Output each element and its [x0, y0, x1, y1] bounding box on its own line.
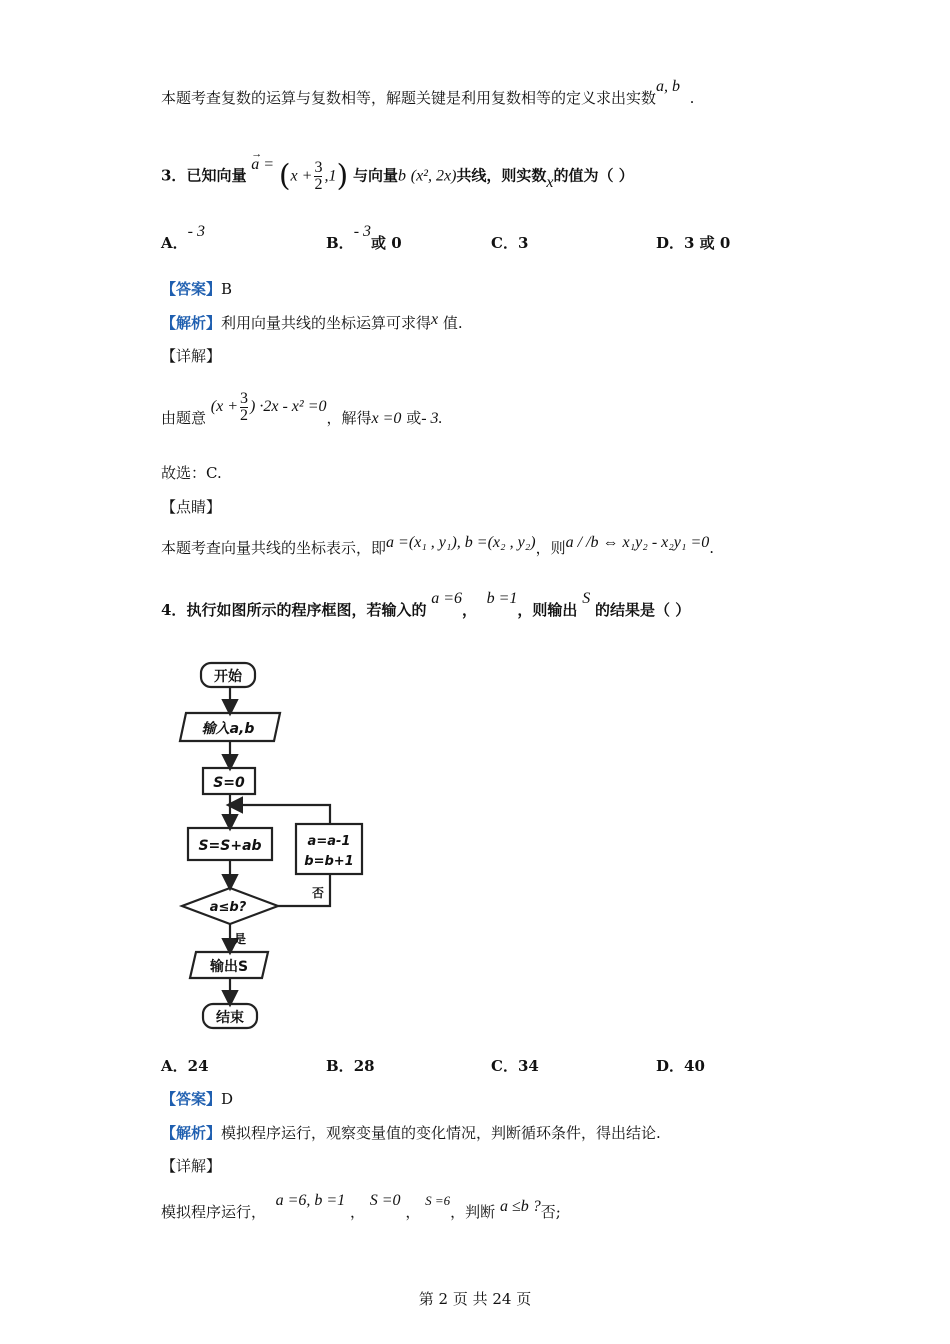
- q4-stem-a: 执行如图所示的程序框图，若输入的: [186, 601, 427, 619]
- page-footer: 第 2 页 共 24 页: [418, 1290, 532, 1308]
- flow-update-label-1: a=a-1: [307, 834, 351, 849]
- intro-line: [161, 78, 695, 109]
- q4-sim-3: S =6: [425, 1193, 451, 1208]
- analysis-tag: 【解析】: [161, 1124, 222, 1142]
- q4-cond-a: a =6: [431, 590, 463, 607]
- answer-tag: 【答案】: [161, 280, 222, 298]
- q4-option-d: D．40: [656, 1057, 705, 1075]
- q3-solution-2: - 3.: [421, 410, 443, 428]
- intro-end: .: [689, 89, 695, 107]
- q4-simulation-line: [161, 1192, 561, 1223]
- flow-end-label: 结束: [216, 1010, 244, 1026]
- q3-analysis: 利用向量共线的坐标运算可求得: [221, 314, 432, 332]
- flow-assign-label: S=S+ab: [198, 838, 262, 854]
- q3-stem-a: 已知向量: [186, 166, 247, 185]
- q3-stem-b: 与向量: [352, 166, 398, 185]
- fraction-3-2: $\frac{3}{2}$: [314, 159, 323, 193]
- vec-a-expr-right: ,1: [324, 167, 337, 185]
- q3-note-pre: 本题考查向量共线的坐标表示，即: [161, 539, 387, 557]
- q3-analysis-var: x: [431, 311, 439, 328]
- q4-sim-2: S =0: [369, 1192, 401, 1209]
- q3-var-x: x: [546, 173, 554, 191]
- q3-solution: x =0: [371, 410, 402, 428]
- q3-analysis-end: 值.: [442, 314, 463, 332]
- q4-answer-line: [161, 1089, 233, 1109]
- flow-no-label: 否: [311, 886, 325, 900]
- vec-b-expr: (x², 2x): [410, 167, 457, 185]
- q3-option-d: D．3 或 0: [656, 234, 731, 252]
- vector-a: → a =: [251, 147, 275, 173]
- intro-vars: a, b: [656, 78, 681, 95]
- q3-note-line: [161, 534, 715, 559]
- q3-stem-d: 的值为（ ）: [553, 166, 634, 185]
- flow-yes-label: 是: [233, 932, 247, 946]
- q3-option-b: B．- 3或 0: [326, 223, 402, 252]
- vec-a-expr-left: x +: [290, 167, 313, 185]
- q3-stem-c: 共线，则实数: [456, 166, 547, 185]
- program-flowchart: [170, 655, 370, 1030]
- q4-analysis: 模拟程序运行，观察变量值的变化情况，判断循环条件，得出结论.: [221, 1124, 661, 1142]
- q3-detail-equation: (x + $\frac{3}{2}$ ) ·2x - x² =0: [210, 390, 327, 424]
- q3-number: 3．: [161, 166, 187, 185]
- q4-detail-tag: 【详解】: [161, 1157, 222, 1175]
- q3-detail-or: 或: [406, 409, 422, 428]
- q4-number: 4．: [161, 601, 187, 619]
- q4-sep: ，: [462, 601, 478, 619]
- q4-option-a: A．24: [161, 1057, 209, 1075]
- q4-answer: D: [221, 1090, 234, 1108]
- q4-sim-4: a ≤b ?: [499, 1198, 541, 1215]
- q4-stem-c: 的结果是（ ）: [594, 601, 691, 619]
- q3-detail-tag: 【详解】: [161, 347, 222, 365]
- q3-stem: [161, 147, 634, 194]
- q3-note-formula: a =(x₁ , y₁), b =(x₂ , y₂): [386, 534, 536, 551]
- intro-text: 本题考查复数的运算与复数相等，解题关键是利用复数相等的定义求出实数: [161, 89, 657, 107]
- q4-sim-mid: ，判断: [450, 1203, 496, 1221]
- q4-sim-end: 否;: [540, 1203, 561, 1221]
- flow-output-label: 输出S: [209, 959, 249, 975]
- flow-start-label: 开始: [214, 669, 242, 685]
- right-paren: ): [336, 158, 349, 194]
- left-paren: (: [278, 158, 291, 194]
- q4-option-b: B．28: [326, 1057, 375, 1075]
- flow-init-label: S=0: [213, 775, 245, 791]
- q3-answer-line: [161, 279, 232, 299]
- q4-analysis-line: [161, 1123, 661, 1143]
- q4-stem-b: ，则输出: [517, 601, 578, 619]
- q4-cond-b: b =1: [486, 590, 518, 607]
- q3-note-mid: ，则: [535, 539, 566, 557]
- answer-tag: 【答案】: [161, 1090, 222, 1108]
- q3-detail-mid: ，解得: [326, 409, 372, 428]
- q3-note-end: .: [709, 539, 715, 557]
- q3-option-a: A．- 3: [161, 223, 205, 252]
- q3-choice-line: 故选：C.: [161, 464, 222, 482]
- q4-sim-pre: 模拟程序运行，: [161, 1203, 267, 1221]
- vector-b: b: [397, 167, 406, 185]
- note-tag: 【点睛】: [161, 498, 222, 516]
- flow-cond-label: a≤b?: [209, 900, 247, 915]
- analysis-tag: 【解析】: [161, 314, 222, 332]
- q4-sim-1: a =6, b =1: [275, 1192, 346, 1209]
- q3-analysis-line: [161, 313, 463, 334]
- q3-answer: B: [221, 280, 233, 298]
- q4-option-c: C．34: [491, 1057, 539, 1075]
- q3-note-formula-2: a / /b ⇔ x₁y₂ - x₂y₁ =0: [565, 534, 710, 551]
- q4-var-s: S: [582, 590, 591, 607]
- q4-sim-sep1: ，: [349, 1203, 365, 1221]
- q3-option-c: C．3: [491, 234, 529, 252]
- q3-detail-line: [161, 390, 443, 436]
- q4-stem: [161, 590, 691, 621]
- q3-detail-pre: 由题意: [161, 409, 207, 428]
- flow-input-label: 输入a,b: [201, 721, 255, 737]
- flow-update-label-2: b=b+1: [304, 854, 354, 869]
- q4-sim-sep2: ，: [405, 1203, 421, 1221]
